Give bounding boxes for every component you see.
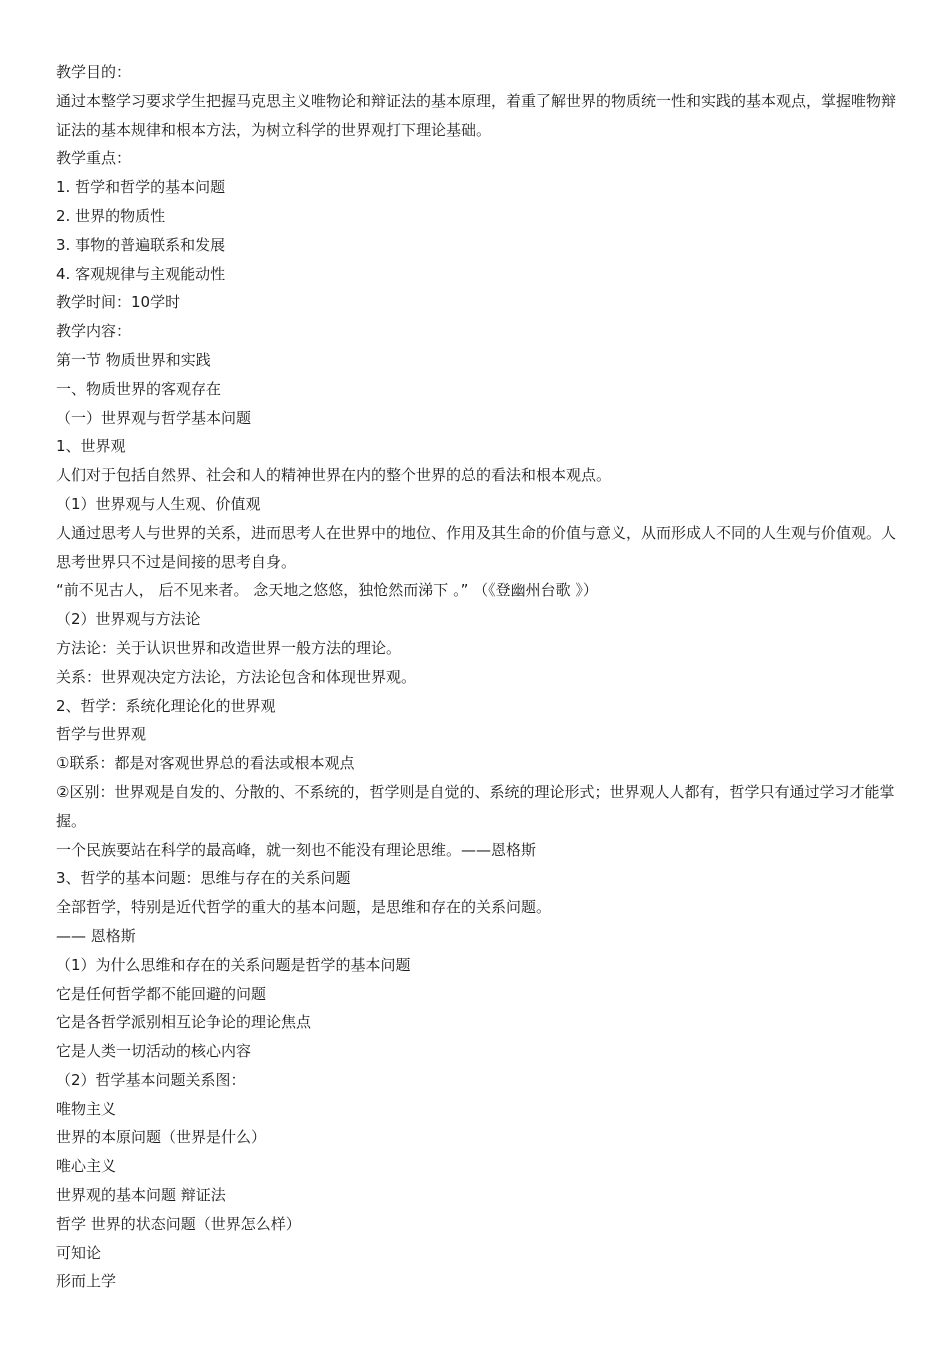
- diagram-text-line: 形而上学: [56, 1272, 117, 1291]
- quotation: 全部哲学，特别是近代哲学的重大的基本问题，是思维和存在的关系问题。: [56, 898, 552, 917]
- subsection-title: （一）世界观与哲学基本问题: [56, 408, 252, 427]
- key-point-item: 3. 事物的普遍联系和发展: [56, 235, 226, 254]
- key-point-item: 1. 哲学和哲学的基本问题: [56, 178, 226, 197]
- diagram-text-line: 世界的本原问题（世界是什么）: [56, 1128, 267, 1147]
- paragraph: 人通过思考人与世界的关系，进而思考人在世界中的地位、作用及其生命的价值与意义，从而形成人不同的人生观与价值观。人思考世界只不过是间接的思考自身。: [56, 523, 897, 571]
- paragraph: 人们对于包括自然界、社会和人的精神世界在内的整个世界的总的看法和根本观点。: [56, 466, 612, 485]
- diagram-text-line: 世界观的基本问题 辩证法: [56, 1186, 226, 1205]
- quotation-attribution: —— 恩格斯: [56, 926, 136, 945]
- paragraph: 它是任何哲学都不能回避的问题: [56, 984, 267, 1003]
- item-title: 2、哲学：系统化理论化的世界观: [56, 696, 276, 715]
- paragraph: 它是人类一切活动的核心内容: [56, 1042, 252, 1061]
- diagram-text-line: 哲学 世界的状态问题（世界怎么样）: [56, 1214, 301, 1233]
- diagram-text-line: 可知论: [56, 1243, 102, 1262]
- item-title: 1、世界观: [56, 437, 126, 456]
- teaching-time: 教学时间：10学时: [56, 293, 181, 312]
- subitem-title: （1）为什么思维和存在的关系问题是哲学的基本问题: [56, 955, 411, 974]
- diagram-text-line: 唯物主义: [56, 1099, 117, 1118]
- paragraph: 方法论：关于认识世界和改造世界一般方法的理论。: [56, 638, 402, 657]
- paragraph: ①联系：都是对客观世界总的看法或根本观点: [56, 754, 355, 773]
- paragraph: 哲学与世界观: [56, 725, 147, 744]
- diagram-text-line: 唯心主义: [56, 1157, 117, 1176]
- key-point-item: 4. 客观规律与主观能动性: [56, 264, 226, 283]
- section-heading-objective: 教学目的：: [56, 63, 132, 81]
- subitem-title: （2）哲学基本问题关系图：: [56, 1070, 246, 1089]
- paragraph: ②区别：世界观是自发的、分散的、不系统的，哲学则是自觉的、系统的理论形式；世界观人人都有，哲学只有通过学习才能掌握。: [56, 782, 895, 830]
- section-title: 一、物质世界的客观存在: [56, 379, 222, 398]
- section-heading-key-points: 教学重点：: [56, 149, 132, 168]
- paragraph: 关系：世界观决定方法论，方法论包含和体现世界观。: [56, 667, 417, 686]
- objective-paragraph: 通过本整学习要求学生把握马克思主义唯物论和辩证法的基本原理，着重了解世界的物质统一性和实践的基本观点，掌握唯物辩证法的基本规律和根本方法，为树立科学的世界观打下理论基础。: [56, 91, 897, 139]
- item-title: 3、哲学的基本问题：思维与存在的关系问题: [56, 869, 351, 888]
- section-heading-content: 教学内容：: [56, 322, 132, 341]
- quotation: 一个民族要站在科学的最高峰，就一刻也不能没有理论思维。——恩格斯: [56, 840, 537, 859]
- document-body: [56, 58, 902, 1296]
- quotation: “前不见古人， 后不见来者。 念天地之悠悠，独怆然而涕下 。” （《登幽州台歌 》）: [56, 581, 598, 600]
- key-point-item: 2. 世界的物质性: [56, 206, 166, 225]
- subitem-title: （2）世界观与方法论: [56, 610, 201, 629]
- paragraph: 它是各哲学派别相互论争论的理论焦点: [56, 1013, 312, 1032]
- chapter-title: 第一节 物质世界和实践: [56, 350, 211, 369]
- subitem-title: （1）世界观与人生观、价值观: [56, 494, 261, 513]
